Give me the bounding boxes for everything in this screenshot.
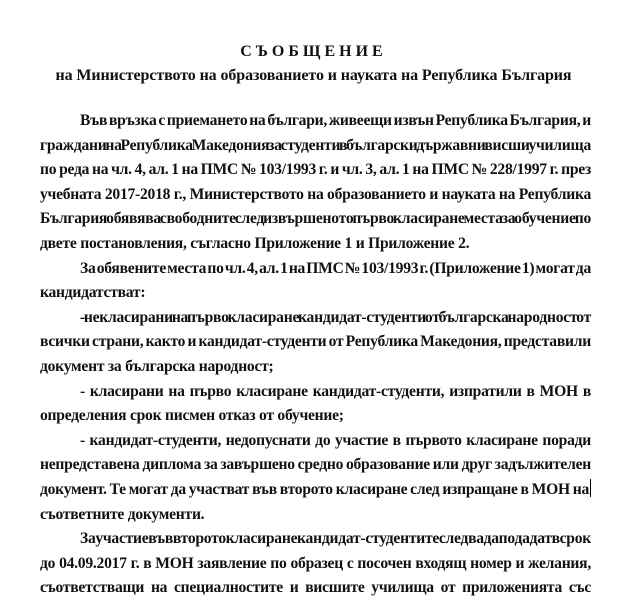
text-line-content: кандидатстват: [40, 284, 146, 302]
text-line-content: За обявените места по чл. 4, ал. 1 на ПМС № 103/1993 г. (Приложение 1) могат да [80, 259, 591, 277]
text-line-content: до 04.09.2017 г. в МОН заявление по образец с посочен входящ номер и желания, [40, 554, 591, 572]
text-line [40, 109, 591, 134]
text-line-content: Във връзка с приемането на българи, живеещи извън Република България, и [80, 112, 591, 129]
text-line-content: всички страни, както и кандидат-студенти от Република Македония, представили [40, 333, 591, 351]
text-line [40, 330, 591, 355]
document-title: СЪОБЩЕНИЕ [240, 43, 387, 60]
text-line-content: - некласирани на първо класиране кандидат-студенти от българска народност от [80, 308, 591, 326]
text-line [40, 134, 591, 159]
text-line-content: България обявява свободните след извършеното първо класиране места за обучение по [40, 210, 591, 228]
text-line-content: съответните документи. [40, 505, 205, 523]
text-line [40, 232, 591, 257]
document-body[interactable] [40, 109, 591, 601]
text-line [40, 429, 591, 454]
text-line [40, 503, 591, 528]
text-line [40, 355, 591, 380]
text-line [40, 183, 591, 208]
text-line-content: двете постановления, съгласно Приложение 1 и Приложение 2. [40, 234, 470, 252]
text-line-content: документ за българска народност; [40, 357, 274, 375]
text-line-content: За участие във второто класиране кандидат-студентите следва да подадат в срок [80, 530, 591, 548]
text-line [40, 453, 591, 478]
text-line-content: съответстващи на специалностите и висшите училища от приложенията със [40, 579, 591, 597]
text-line [40, 281, 591, 306]
text-line [40, 306, 591, 331]
text-line [40, 404, 591, 429]
text-cursor [590, 479, 591, 497]
text-line [40, 207, 591, 232]
text-line-content: учебната 2017-2018 г., Министерството на образованието и науката на Република [40, 185, 591, 203]
document-subtitle: на Министерството на образованието и науката на Република България [55, 67, 572, 84]
text-line-content: определения срок писмен отказ от обучение; [40, 407, 344, 425]
text-line-content: - кандидат-студенти, недопуснати до участие в първото класиране поради [80, 431, 591, 449]
text-line [40, 380, 591, 405]
text-line [40, 552, 591, 577]
text-line-content: граждани на Република Македония за студенти в български държавни висши училища [40, 136, 591, 154]
text-line-content: документ. Те могат да участват във второто класиране след изпращане в МОН на [40, 480, 589, 498]
text-line-content: - класирани на първо класиране кандидат-студенти, изпратили в МОН в [80, 382, 591, 400]
text-line [40, 576, 591, 601]
text-line [40, 478, 591, 503]
text-line [40, 527, 591, 552]
text-line [40, 158, 591, 183]
text-line-content: по реда на чл. 4, ал. 1 на ПМС № 103/1993 г. и чл. 3, ал. 1 на ПМС № 228/1997 г. през [40, 161, 591, 179]
text-line [40, 257, 591, 282]
text-line-content: непредставена диплома за завършено средно образование или друг задължителен [40, 456, 591, 474]
